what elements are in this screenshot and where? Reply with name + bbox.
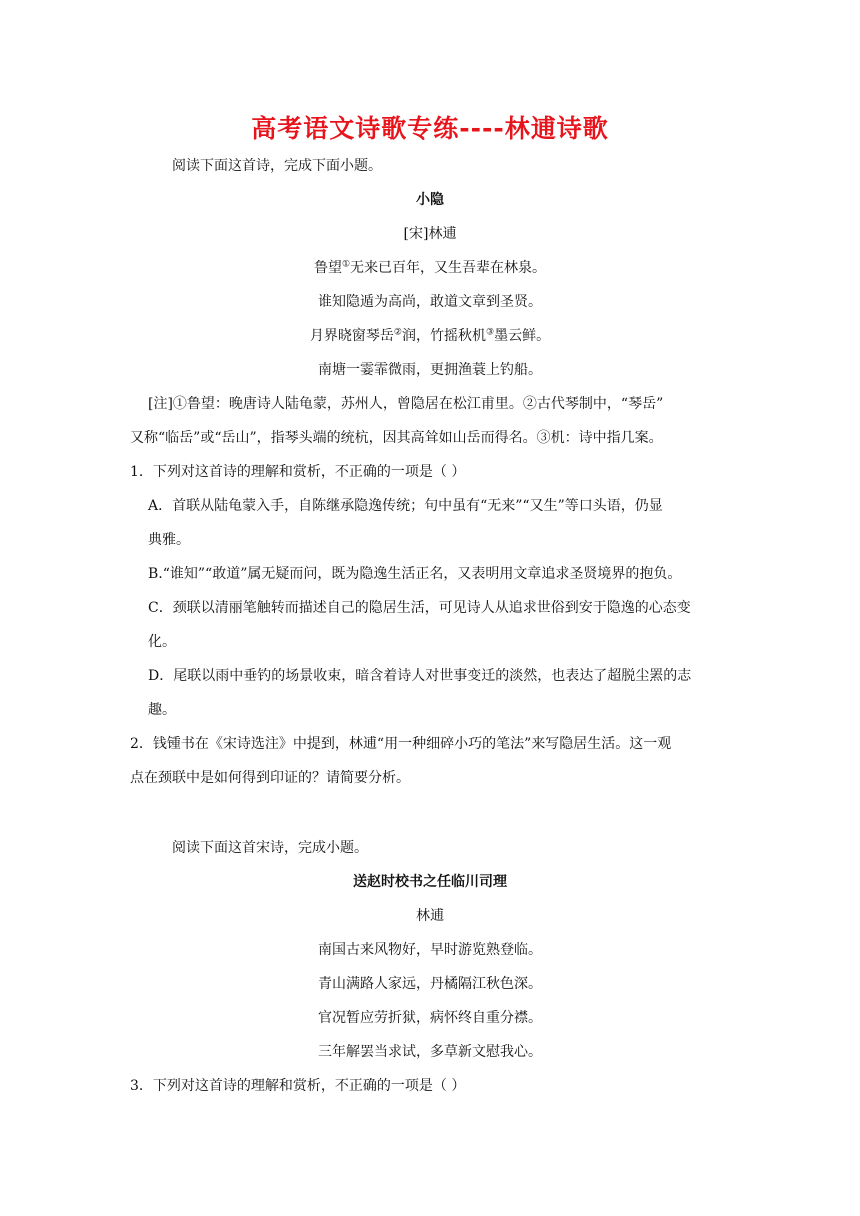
poem2-line-3: 官况暂应劳折狱，病怀终自重分襟。 [318, 1010, 542, 1026]
question-1: 1．下列对这首诗的理解和赏析，不正确的一项是（ ） [130, 464, 466, 480]
poem2-title: 送赵时校书之任临川司理 [353, 874, 507, 890]
footnote-mark: ② [393, 327, 402, 338]
poem2-line-1: 南国古来风物好，早时游览熟登临。 [318, 942, 542, 958]
poem1-author: [宋]林逋 [403, 226, 457, 242]
poem1-line-4: 南塘一霎霏微雨，更拥渔蓑上钓船。 [318, 362, 542, 378]
q1-option-b: B.“谁知”“敢道”属无疑而问，既为隐逸生活正名，又表明用文章追求圣贤境界的抱负。 [148, 566, 682, 582]
q1-option-a-cont: 典雅。 [148, 532, 190, 548]
poem2-line-4: 三年解罢当求试，多草新文慰我心。 [318, 1044, 542, 1060]
poem1-line-1: 鲁望①无来已百年，又生吾辈在林泉。 [313, 259, 547, 276]
poem1-note-line-1: [注]①鲁望：晚唐诗人陆龟蒙，苏州人，曾隐居在松江甫里。②古代琴制中，“琴岳” [148, 396, 664, 412]
q1-option-a: A．首联从陆龟蒙入手，自陈继承隐逸传统；句中虽有“无来”“又生”等口头语，仍显 [148, 498, 663, 514]
section2-instruction: 阅读下面这首宋诗，完成小题。 [172, 840, 368, 856]
q1-option-c-cont: 化。 [148, 634, 176, 650]
poem2-line-2: 青山满路人家远，丹橘隔江秋色深。 [318, 976, 542, 992]
poem1-note-line-2: 又称“临岳”或“岳山”，指琴头端的统杭，因其高耸如山岳而得名。③机：诗中指几案。 [130, 430, 663, 446]
question-2-cont: 点在颈联中是如何得到印证的？请简要分析。 [130, 770, 410, 786]
footnote-mark: ① [341, 259, 351, 270]
section1-instruction: 阅读下面这首诗，完成下面小题。 [172, 158, 382, 174]
poem2-author: 林逋 [416, 908, 444, 924]
question-3: 3．下列对这首诗的理解和赏析，不正确的一项是（ ） [130, 1078, 466, 1094]
q1-option-d: D．尾联以雨中垂钓的场景收束，暗含着诗人对世事变迁的淡然，也表达了超脱尘罴的志 [148, 668, 692, 684]
q1-option-c: C．颈联以清丽笔触转而描述自己的隐居生活，可见诗人从追求世俗到安于隐逸的心态变 [148, 600, 691, 616]
q1-option-d-cont: 趣。 [148, 702, 176, 718]
page-title: 高考语文诗歌专练----林逋诗歌 [251, 114, 609, 143]
question-2: 2．钱锺书在《宋诗选注》中提到，林逋“用一种细碎小巧的笔法”来写隐居生活。这一观 [130, 736, 672, 752]
poem1-line-3: 月界晓窗琴岳②润，竹摇秋机③墨云鲜。 [309, 327, 551, 344]
poem1-line-2: 谁知隐遁为高尚，敢道文章到圣贤。 [318, 294, 542, 310]
poem1-title: 小隐 [416, 192, 444, 208]
footnote-mark: ③ [486, 327, 495, 338]
